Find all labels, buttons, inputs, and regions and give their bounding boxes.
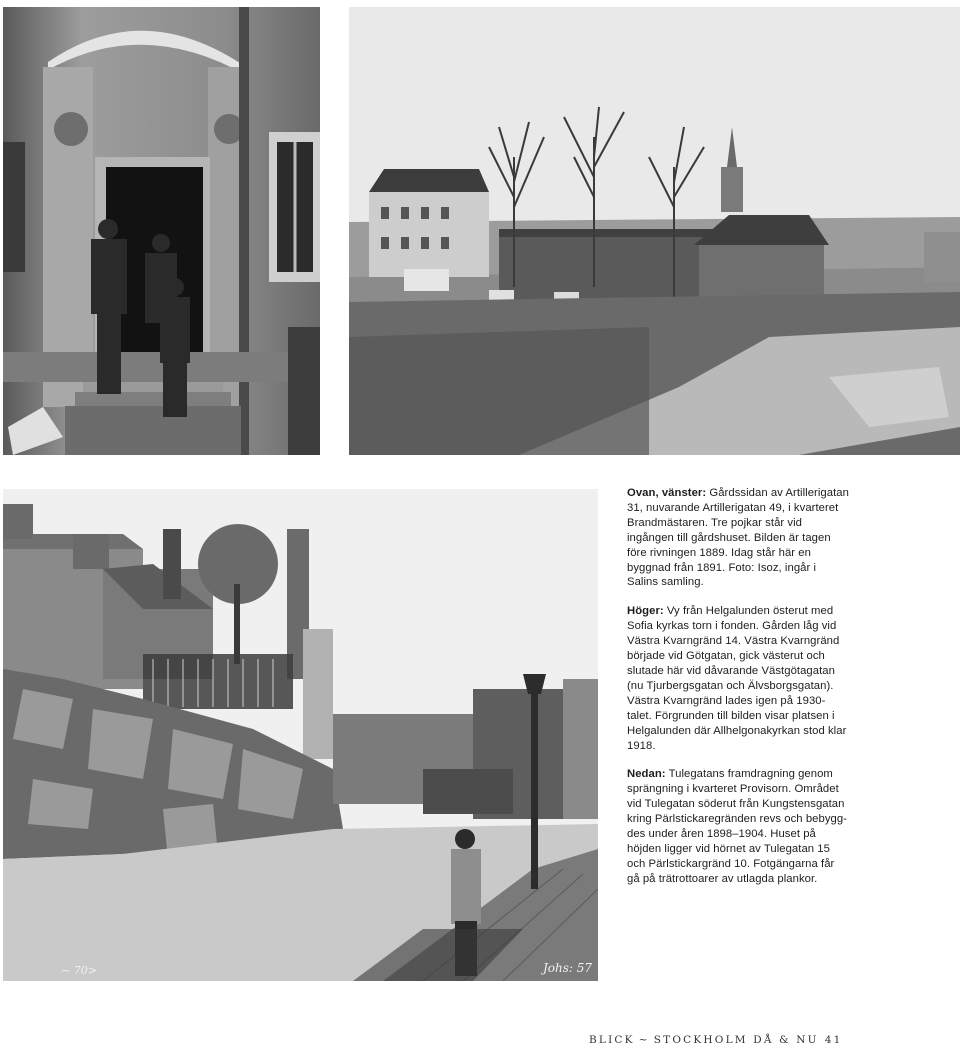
caption-lead: Ovan, vänster: — [627, 487, 707, 499]
photo-tulegatan-blasting — [3, 489, 598, 981]
courtyard-photo-drawing — [3, 7, 320, 455]
running-footer — [589, 1034, 847, 1046]
plate-mark-left: ~ 70> — [61, 964, 97, 977]
caption-lead: Nedan: — [627, 768, 666, 781]
captions-column — [627, 486, 849, 901]
caption-lead: Höger: — [627, 605, 664, 618]
photo-courtyard-artillerigatan — [3, 7, 320, 455]
caption-right — [627, 604, 849, 753]
caption-text: Gårdssidan av Artillerigatan 31, nuvarande Artillerigatan 49, i kvarteret Brandmästaren. Tre pojkar står vid ingången till gårdshuset. Bilden är tagen före rivningen 1889. Idag står här en byggnad från 1891. Foto: Isoz, ingår i Salins samling. — [627, 487, 849, 589]
caption-above-left — [627, 486, 849, 590]
photo-helgalunden-view — [349, 7, 960, 455]
tulegatan-photo-drawing — [3, 489, 598, 981]
section-name: STOCKHOLM DÅ & NU — [653, 1034, 819, 1046]
helgalunden-photo-drawing — [349, 7, 960, 455]
caption-below — [627, 767, 849, 886]
magazine-name: BLICK — [589, 1034, 635, 1046]
plate-mark-right: Johs: 57 — [542, 961, 592, 975]
page-number: 41 — [824, 1034, 843, 1046]
caption-text: Vy från Helgalunden österut med Sofia kyrkas torn i fonden. Gården låg vid Västra Kvarngränd 14. Västra Kvarngränd började vid Götgatan, gick västerut och slutade här vid dåvarande Västgötagatan (nu Tjurbergsgatan och Älvsborgsgatan). Västra Kvarngränd lades igen på 1930-talet. Förgrunden till bilden visar platsen i Helgalunden där Allhelgonakyrkan stod klar 1918. — [627, 605, 847, 752]
footer-separator: ~ — [638, 1034, 650, 1046]
caption-text: Tulegatans framdragning genom sprängning i kvarteret Provisorn. Området vid Tulegatan söderut från Kungstensgatan kring Pärlstickaregränden revs och bebygg-des under åren 1898–1904. Huset på höjden ligger vid hörnet av Tulegatan 15 och Pärlstickargränd 10. Fotgängarna får gå på trätrottoarer av utlagda plankor. — [627, 768, 847, 885]
